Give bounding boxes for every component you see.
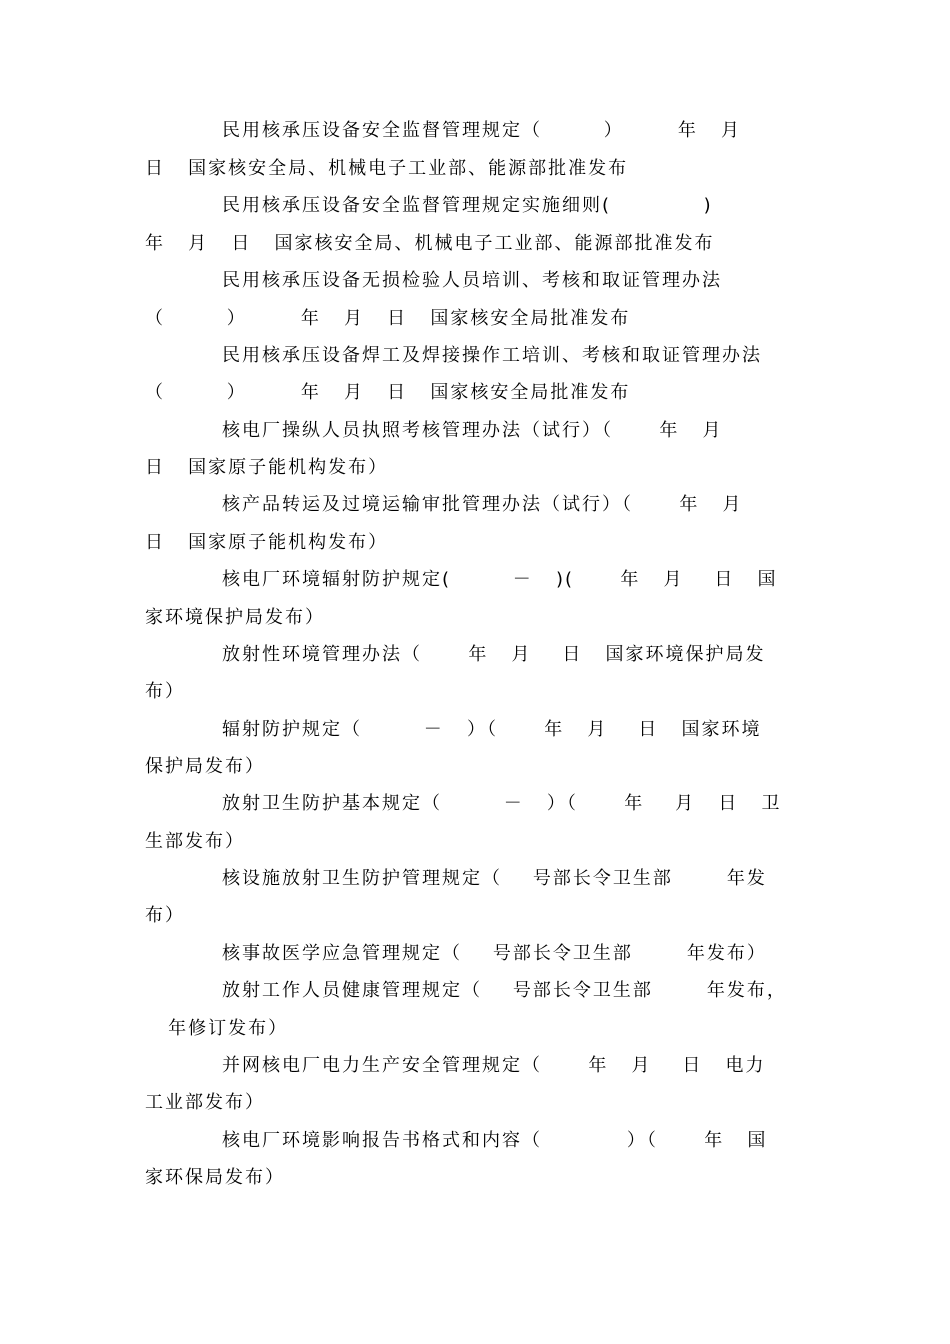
text-line: 布） [145,681,185,702]
text-line: 民用核承压设备焊工及焊接操作工培训、考核和取证管理办法 [222,345,762,366]
text-line: 放射性环境管理办法（ 年 月 日 国家环境保护局发 [222,644,766,665]
text-line: 核设施放射卫生防护管理规定（ 号部长令卫生部 年发 [222,868,767,889]
text-line: 辐射防护规定（ － ）（ 年 月 日 国家环境 [222,719,762,740]
text-line: 放射工作人员健康管理规定（ 号部长令卫生部 年发布， [222,980,787,1001]
text-line: 工业部发布） [145,1092,265,1113]
text-line: 核电厂环境影响报告书格式和内容（ ）（ 年 国 [222,1130,768,1151]
text-line: 年修订发布） [145,1018,289,1039]
text-line: 生部发布） [145,831,245,852]
text-line: （ ） 年 月 日 国家核安全局批准发布 [145,308,631,329]
text-line: 放射卫生防护基本规定（ － ）（ 年 月 日 卫 [222,793,782,814]
text-line: 日 国家核安全局、机械电子工业部、能源部批准发布 [145,158,629,179]
text-line: 民用核承压设备无损检验人员培训、考核和取证管理办法 [222,270,722,291]
text-line: 核电厂环境辐射防护规定( － )( 年 月 日 国 [222,569,778,590]
text-line: 日 国家原子能机构发布） [145,532,389,553]
text-line: 家环境保护局发布） [145,607,325,628]
text-line: 保护局发布） [145,756,265,777]
text-line: 核事故医学应急管理规定（ 号部长令卫生部 年发布） [222,943,767,964]
text-line: 核产品转运及过境运输审批管理办法（试行）（ 年 月 [222,494,743,515]
text-line: 布） [145,905,185,926]
text-line: 核电厂操纵人员执照考核管理办法（试行）（ 年 月 [222,420,723,441]
text-line: 家环保局发布） [145,1167,285,1188]
text-line: 年 月 日 国家核安全局、机械电子工业部、能源部批准发布 [145,233,715,254]
text-line: 日 国家原子能机构发布） [145,457,389,478]
text-line: 民用核承压设备安全监督管理规定（ ） 年 月 [222,120,741,141]
text-line: （ ） 年 月 日 国家核安全局批准发布 [145,382,631,403]
text-line: 并网核电厂电力生产安全管理规定（ 年 月 日 电力 [222,1055,766,1076]
text-line: 民用核承压设备安全监督管理规定实施细则( ) [222,195,713,216]
